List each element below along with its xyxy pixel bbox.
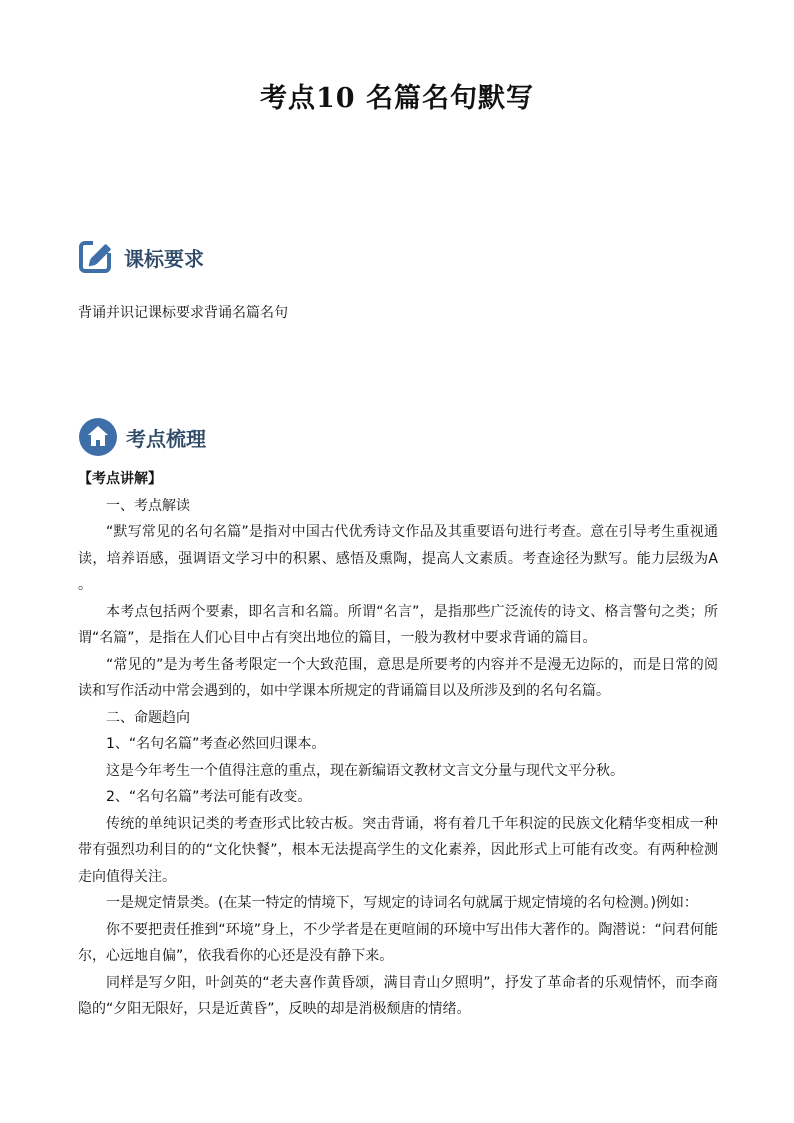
pencil-edit-icon xyxy=(78,238,116,276)
paragraph: 一、考点解读 xyxy=(106,497,190,514)
paragraph: 本考点包括两个要素，即名言和名篇。所谓“名言”，是指那些广泛流传的诗文、格言警句之类；所谓“名篇”，是指在人们心目中占有突出地位的篇目，一般为教材中要求背诵的篇目。 xyxy=(78,603,718,646)
paragraph: 1、“名句名篇”考查必然回归课本。 xyxy=(106,736,326,752)
paragraph: “常见的”是为考生备考限定一个大致范围，意思是所要考的内容并不是漫无边际的，而是日常的阅读和写作活动中常会遇到的，如中学课本所规定的背诵篇目以及所涉及到的名句名篇。 xyxy=(78,656,718,699)
home-icon xyxy=(78,417,118,457)
content-subhead: 【考点讲解】 xyxy=(78,471,162,487)
paragraph: 一是规定情景类。(在某一特定的情境下，写规定的诗词名句就属于规定情境的名句检测。)例如： xyxy=(106,895,698,911)
section-header-requirements xyxy=(78,238,204,276)
paragraph: 这是今年考生一个值得注意的重点，现在新编语文教材文言文分量与现代文平分秋。 xyxy=(106,762,624,779)
paragraph: 传统的单纯识记类的考查形式比较古板。突击背诵，将有着几千年积淀的民族文化精华变相成一种带有强烈功利目的的“文化快餐”，根本无法提高学生的文化素养，因此形式上可能有改变。有两种检测走向值得关注。 xyxy=(78,815,718,885)
section-heading-review: 考点梳理 xyxy=(126,426,206,451)
section-heading-requirements: 课标要求 xyxy=(124,246,204,271)
section-header-review xyxy=(78,417,206,457)
paragraph: 2、“名句名篇”考法可能有改变。 xyxy=(106,789,312,805)
requirements-text: 背诵并识记课标要求背诵名篇名句 xyxy=(78,305,288,321)
page-title: 考点10 名篇名句默写 xyxy=(260,83,534,114)
paragraph: 你不要把责任推到“环境”身上，不少学者是在更喧闹的环境中写出伟大著作的。陶潜说：“问君何能尔，心远地自偏”，依我看你的心还是没有静下来。 xyxy=(78,921,718,964)
paragraph: 二、命题趋向 xyxy=(106,709,190,726)
paragraph: 同样是写夕阳，叶剑英的“老夫喜作黄昏颂，满目青山夕照明”，抒发了革命者的乐观情怀，而李商隐的“夕阳无限好，只是近黄昏”，反映的却是消极颓唐的情绪。 xyxy=(78,974,718,1017)
review-content xyxy=(78,466,718,1023)
paragraph: “默写常见的名句名篇”是指对中国古代优秀诗文作品及其重要语句进行考查。意在引导考生重视通读，培养语感，强调语文学习中的积累、感悟及熏陶，提高人文素质。考查途径为默写。能力层级为A 。 xyxy=(78,524,718,593)
